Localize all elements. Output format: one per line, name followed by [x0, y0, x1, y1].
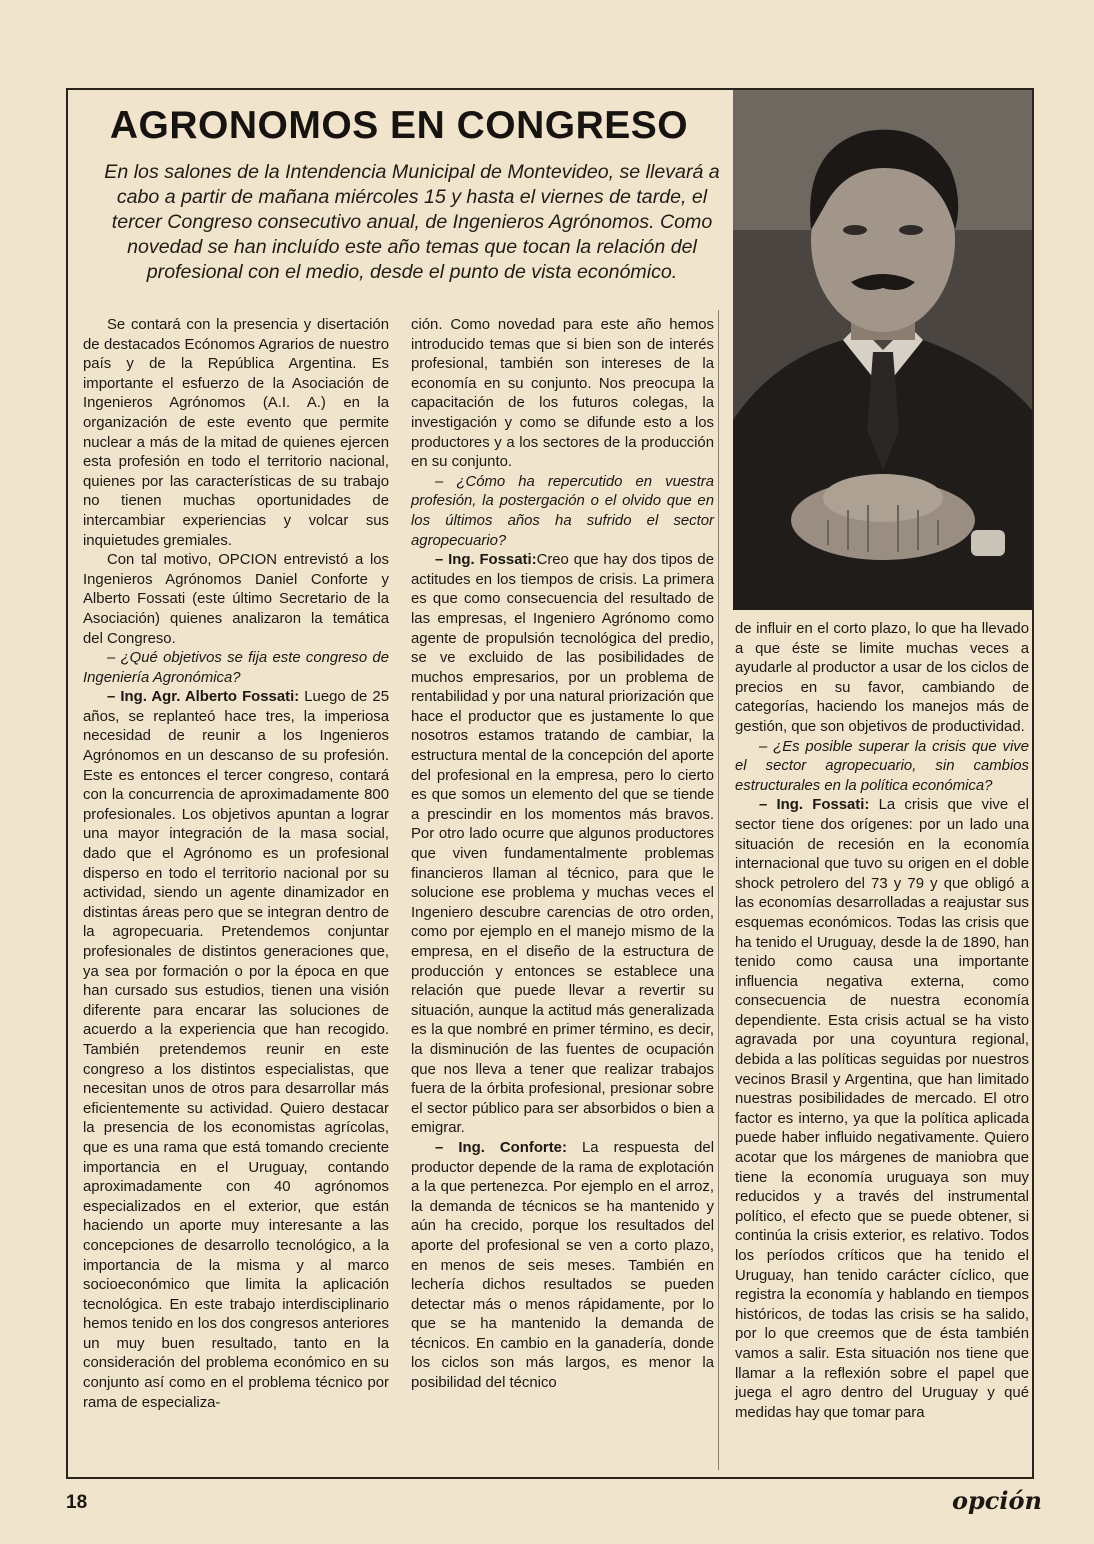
answer-text: La crisis que vive el sector tiene dos orígenes: por un lado una situación de recesión en la economía internacional que tuvo su origen en el doble shock petrolero del 73 y 79 y que obligó a las economías desarrolladas a reajustar sus esquemas económicos. Todas las crisis que ha tenido el Uruguay, desde la de 1890, han tenido como causa una importante influencia negativa externa, como consecuencia de nuestra economía dependiente. Esta crisis actual se ha visto agravada por una coyuntura regional, debida a las políticas seguidas por nuestros vecinos Brasil y Argentina, que han limitado nuestras posibilidades de mercado. El otro factor es interno, ya que la política aplicada puede haber influido negativamente. Quiero acotar que los márgenes de maniobra que tiene la economía uruguaya son muy reducidos y a través del instrumental político, el efecto que se puede obtener, si continúa la crisis exterior, es relativo. Todos los períodos críticos que ha tenido el Uruguay, han tenido carácter cíclico, que registra la economía y hablando en tiempos históricos, de todas las crisis se ha salido, por lo que creemos que de ésta también vamos a salir. Esta situación nos tiene que llamar a la reflexión sobre el papel que juega el agro dentro del Uruguay y qué medidas hay que tomar para [735, 797, 1029, 1421]
paragraph: ción. Como novedad para este año hemos introducido temas que si bien son de interés profesional, también son intereses de la economía en su conjunto. Nos preocupa la capacitación de los futuros colegas, la investigación y como se difunde esto a los productores y a los sectores de la producción en su conjunto. [411, 317, 714, 471]
answer-text: Luego de 25 años, se replanteó hace tres, la imperiosa necesidad de reunir a los Ingenieros Agrónomos en un descanso de su profesión. Este es entonces el tercer congreso, contará con la concurrencia de aproximadamente 800 profesionales. Los objetivos apuntan a lograr una mayor integración de la masa social, dado que el Agrónomo es un profesional disperso en todo el territorio nacional por su actividad, siendo un agente dinamizador en distintas áreas pero que se integran dentro de la agropecuaria. Pretendemos conjuntar profesionales de distintos generaciones que, ya sea por formación o por la época en que han cursado sus estudios, tienen una visión diferente para encarar las soluciones de acuerdo a la experiencia que han recogido. También pretendemos reunir en este congreso a los distintos especialistas, que necesitan unos de otros para desarrollar más eficientemente su actividad. Quiero destacar la presencia de los economistas agrícolas, que es una rama que está tomando creciente importancia en el Uruguay, contando aproximadamente con 40 agrónomos especializados en el exterior, que están haciendo un aporte muy interesante a las concepciones de desarrollo tecnológico, a la importancia de la misma y al marco socioeconómico que limita la aplicación tecnológica. En este trabajo interdisciplinario hemos tenido en los dos congresos anteriores un muy buen resultado, tanto en la consideración del problema económico en su conjunto así como en el problema técnico por rama de especializa- [83, 689, 389, 1411]
article-title: AGRONOMOS EN CONGRESO [109, 104, 689, 147]
paragraph: Se contará con la presencia y disertación de destacados Ecónomos Agrarios de nuestro país y de la República Argentina. Es importante el esfuerzo de la Asociación de Ingenieros Agrónomos (A.I. A.) en la organización de este evento que permite nuclear a más de la mitad de quienes ejercen esta profesión en todo el territorio nacional, quienes por las características de su trabajo no tienen muchas oportunidades de intercambiar experiencias y volcar sus inquietudes gremiales. [83, 317, 389, 549]
answer-paragraph [411, 551, 714, 1139]
column-1 [83, 316, 389, 1474]
interview-question: – ¿Cómo ha repercutido en vuestra profesión, la postergación o el olvido que en los últimos años ha sufrido el sector agropecuario? [411, 473, 714, 549]
column-rule [718, 310, 719, 1470]
speaker-name: – Ing. Agr. Alberto Fossati: [107, 689, 300, 706]
answer-text: La respuesta del productor depende de la rama de explotación a la que pertenezca. Por ejemplo en el arroz, la demanda de técnicos se ha mantenido y aún ha crecido, porque los resultados del aporte del profesional se ven a corto plazo, en menos de seis meses. También en lechería dichos resultados se pueden detectar más o menos rápidamente, por lo que se ha mantenido la demanda de técnicos. En cambio en la ganadería, donde los ciclos son más largos, es menor la posibilidad del técnico [411, 1139, 715, 1392]
paragraph: Con tal motivo, OPCION entrevistó a los Ingenieros Agrónomos Daniel Conforte y Alberto Fossati (este último Secretario de la Asociación) quienes analizaron la temática del Congreso. [83, 552, 389, 647]
column-3 [735, 620, 1029, 1474]
speaker-name: – Ing. Conforte: [435, 1139, 567, 1156]
answer-text: Creo que hay dos tipos de actitudes en los tiempos de crisis. La primera es que como consecuencia del resultado de las empresas, el Ingeniero Agrónomo como agente de propulsión tecnológica del predio, se ve excluido de las posibilidades de muchos empresarios, por un problema de rentabilidad y por una natural priorización que hace el productor que es justamente lo que nosotros estamos tratando de cambiar, la estructura mental de la concepción del aporte del profesional en la empresa, pero lo cierto es que somos un elemento del que se tiende a prescindir en los momentos más bravos. Por otro lado ocurre que algunos productores que viven fundamentalmente problemas financieros llaman al técnico, para que le solucione ese problema y muchas veces el Ingeniero descubre carencias de otro orden, como por ejemplo en el manejo mismo de la empresa, en el diseño de la estructura de producción y entonces se establece una relación que puede llevar a revertir su situación, aunque la actitud más generalizada es la que nombré en primer término, es decir, la disminución de las fuentes de ocupación que nos lleva a tener que realizar trabajos fuera de la órbita profesional, presionar sobre el sector público para ser absorbidos o bien a emigrar. [411, 552, 714, 1137]
answer-paragraph [83, 688, 389, 1413]
interview-question: – ¿Qué objetivos se fija este congreso de Ingeniería Agronómica? [83, 650, 389, 686]
column-2 [411, 316, 714, 1474]
answer-paragraph [411, 1139, 714, 1394]
portrait-photo [733, 90, 1032, 610]
page-number: 18 [66, 1492, 88, 1513]
paragraph: de influir en el corto plazo, lo que ha llevado a que éste se limite muchas veces a ayudarle al productor a usar de los ciclos de precios en su favor, cambiando de categorías, haciendo los manejos más de gestión, que son objetivos de productividad. [735, 621, 1029, 735]
speaker-name: – Ing. Fossati: [435, 552, 537, 569]
interview-question: – ¿Es posible superar la crisis que vive el sector agropecuario, sin cambios estructurales en la política económica? [735, 738, 1029, 794]
magazine-logo: opción [952, 1486, 1042, 1515]
article-lede: En los salones de la Intendencia Municipal de Montevideo, se llevará a cabo a partir de mañana miércoles 15 y hasta el viernes de tarde, el tercer Congreso consecutivo anual, de Ingenieros Agrónomos. Como novedad se han incluído este año temas que tocan la relación del profesional con el medio, desde el punto de vista económico. [104, 161, 720, 283]
answer-paragraph [735, 796, 1029, 1423]
speaker-name: – Ing. Fossati: [759, 797, 870, 814]
